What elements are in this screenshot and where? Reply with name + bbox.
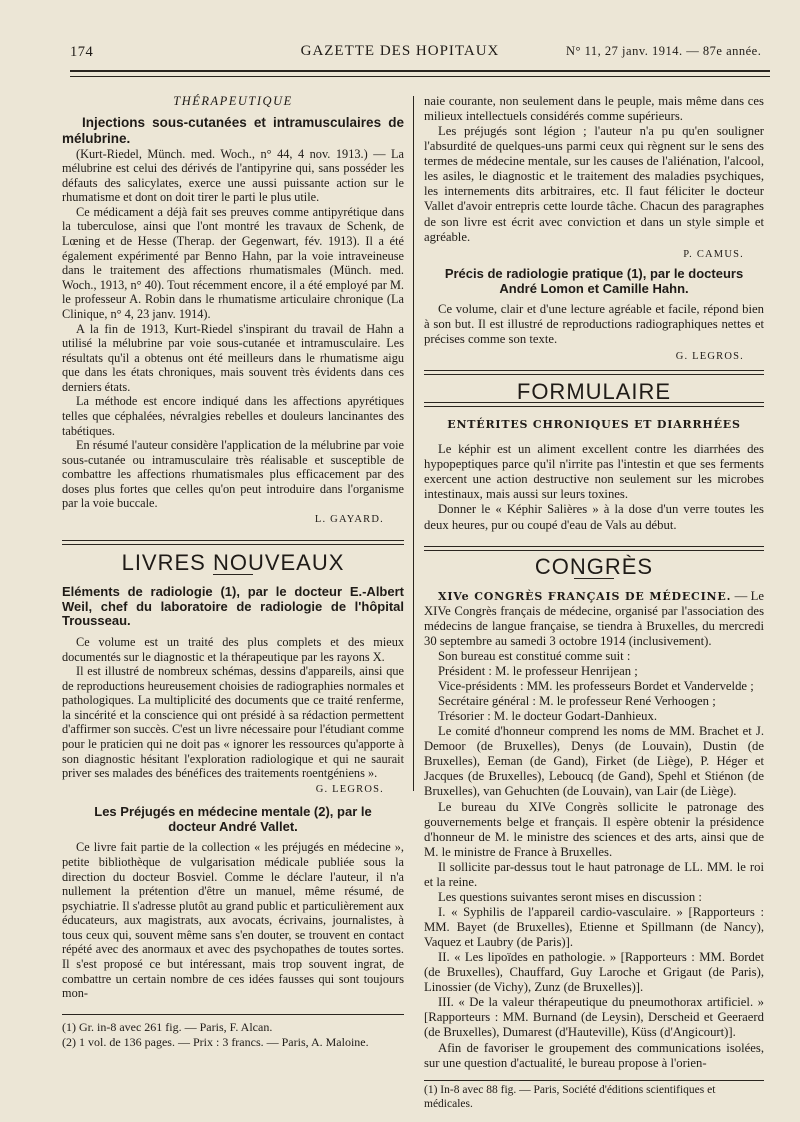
congres-q1: I. « Syphilis de l'appareil cardio-vasculaire. » [Rapporteurs : MM. Bayet (de Bruxelles), Etienne et Spillmann (de Nancy), Vaquez et Laubry (de Paris)]. (424, 904, 764, 950)
page-number: 174 (70, 44, 94, 60)
formulaire-subheading: ENTÉRITES CHRONIQUES ET DIARRHÉES (447, 418, 741, 432)
melubrine-p3: A la fin de 1913, Kurt-Riedel s'inspirant du travail de Hahn a utilisé la mélubrine par voie sous-cutanée et intramusculaire. Les résultats qu'il a obtenus ont été meilleurs dans le rhumatisme aigu que dans les états chroniques, mais souvent très évidents dans ces derniers états. (62, 321, 404, 394)
formulaire-p2: Donner le « Képhir Salières » à la dose d'un verre toutes les deux heures, pur ou coupé d'eau de Vals au début. (424, 502, 764, 532)
right-footnote: (1) In-8 avec 88 fig. — Paris, Société d'éditions scientifiques et médicales. (424, 1084, 716, 1110)
book2-title: Les Préjugés en médecine mentale (2), par le docteur André Vallet. (94, 804, 372, 834)
journal-title: GAZETTE DES HOPITAUX (300, 43, 500, 59)
congres-q2: II. « Les lipoïdes en pathologie. » [Rapporteurs : MM. Bordet (de Bruxelles), Chauffard, Guy Laroche et Grigaut (de Paris), Linossier (de Vichy), Zunz (de Bruxelles)]. (424, 950, 764, 995)
signature-gayard: L. GAYARD. (314, 514, 384, 526)
congres-l3: Vice-présidents : MM. les professeurs Bordet et Vandervelde ; (438, 679, 754, 693)
congres-l6: Le comité d'honneur comprend les noms de MM. Brachet et J. Demoor (de Bruxelles), Denys (de Louvain), Dustin (de Bruxelles), Eeman (de Gand), Firket (de Liège), P. Héger et Jacques (de Bruxelles), Leboucq (de Gand), Spehl et Stiénon (de Bruxelles), van Gehuchten (de Louvain), van Lair (de Liège). (424, 724, 764, 799)
section-rule (62, 540, 404, 545)
vallet-continued: naie courante, non seulement dans le peuple, mais même dans ces milieux intellectuels considérés comme supérieurs. (424, 94, 764, 124)
formulaire-rule (424, 370, 764, 375)
precis-title: Précis de radiologie pratique (1), par le docteurs André Lomon et Camille Hahn. (444, 265, 744, 296)
melubrine-title: Injections sous-cutanées et intramusculaires de mélubrine. (62, 114, 404, 146)
right-column (424, 94, 764, 1071)
column-divider (413, 96, 414, 791)
livres-heading: LIVRES NOUVEAUX (121, 549, 345, 575)
footnote-1: (1) Gr. in-8 avec 261 fig. — Paris, F. Alcan. (62, 1020, 273, 1034)
congres-l10: Afin de favoriser le groupement des communications isolées, sur une question d'actualité, le bureau propose à l'orien- (424, 1040, 764, 1070)
signature-legros-1: G. LEGROS. (315, 783, 384, 795)
congres-l5: Trésorier : M. le docteur Godart-Danhieux. (438, 709, 658, 724)
left-footnotes (62, 1020, 404, 1049)
formulaire-p1: Le képhir est un aliment excellent contre les diarrhées des hypopeptiques parce qu'il n'irrite pas l'intestin et que ses ferments exercent une action destructive non seulement sur les microbes intestinaux, mais aussi sur leurs toxines. (424, 442, 764, 502)
melubrine-p4: La méthode est encore indiqué dans les affections apyrétiques telles que céphalées, névralgies rebelles et douleurs lancinantes des tabétiques. (62, 394, 404, 438)
header-rule-thin (70, 76, 770, 77)
melubrine-lead: (Kurt-Riedel, Münch. med. Woch., n° 44, 4 nov. 1913.) — La mélubrine est celui des dérivés de l'antipyrine qui, sans posséder les défauts des salicylates, exerce une aussi puissante action sur le rhumatisme et dont on doit tirer le parti le plus utile. (62, 146, 404, 205)
book2-p1: Ce livre fait partie de la collection « les préjugés en médecine », petite bibliothèque de vulgarisation médicale publiée sous la direction du docteur Bosviel. Comme le déclare l'auteur, il n'a nullement la prétention d'être un manuel, même résumé, de psychiatrie. Il s'adresse plutôt au grand public et particulièrement aux éducateurs, aux magistrats, aux avocats, écrivains, journalistes, à tous ceux qui, souvent même sans s'en douter, se trouvent en contact répété avec des anormaux et avec des psychopathes de toutes sortes. Il s'est proposé ce but intéressant, mais trop souvent ingrat, de combattre un certain nombre de ces idées fausses qui sont toujours mon- (62, 840, 404, 1001)
left-column (62, 94, 404, 1001)
issue-info: N° 11, 27 janv. 1914. — 87e année. (566, 44, 762, 58)
signature-legros-2: G. LEGROS. (675, 351, 744, 362)
vallet-p2: Les préjugés sont légion ; l'auteur n'a pu qu'en souligner l'absurdité de quelques-uns parmi ceux qui règnent sur le sens des termes de médecine mentale, sur les causes de l'aliénation, l'alcool, les asiles, le diagnostic et le traitement des maladies psychiques, les internements dits arbitraires, etc. Il faut féliciter le docteur Vallet d'avoir entrepris cette lourde tâche. Chacun des paragraphes de son livre est écrit avec conviction et dans un style simple et agréable. (424, 124, 764, 244)
therapeutique-heading: THÉRAPEUTIQUE (173, 94, 293, 108)
congres-lead: — Le XIVe Congrès français de médecine, organisé par l'association des médecins de langue française, se tiendra à Bruxelles, du mercredi 30 septembre au samedi 3 octobre 1914 (inclusivement). (424, 588, 764, 648)
congres-l7: Le bureau du XIVe Congrès sollicite le patronage des gouvernements belge et français. Il espère obtenir la présidence d'honneur de M. le ministre des sciences et des arts, ainsi que de M. le ministre de France à Bruxelles. (424, 799, 764, 859)
right-footnote-rule (424, 1080, 764, 1081)
header-rule (70, 70, 770, 72)
congres-l9: Les questions suivantes seront mises en discussion : (438, 889, 702, 904)
formulaire-heading: FORMULAIRE (516, 379, 672, 405)
congres-lead-sub: XIVe CONGRÈS FRANÇAIS DE MÉDECINE. (438, 589, 732, 603)
book1-p1: Ce volume est un traité des plus complets et des mieux documentés sur le diagnostic et la thérapeutique par les rayons X. (62, 634, 404, 664)
footnote-2: (2) 1 vol. de 136 pages. — Prix : 3 francs. — Paris, A. Maloine. (62, 1034, 369, 1049)
congres-l4: Secrétaire général : M. le professeur René Verhoogen ; (438, 694, 716, 709)
precis-p: Ce volume, clair et d'une lecture agréable et facile, répond bien à son but. Il est illustré de reproductions radiographiques nettes et précises comme son texte. (424, 301, 764, 346)
signature-camus: P. CAMUS. (683, 248, 744, 260)
congres-heading: CONGRÈS (534, 553, 654, 579)
book1-p2: Il est illustré de nombreux schémas, dessins d'appareils, ainsi que de reproductions heureusement choisies de radiographies normales et pathologiques. La multiplicité des documents que ce traité renferme, la sincérité et la conscience qui ont présidé à sa rédaction permettent d'affirmer son succès. C'est un livre nécessaire pour l'étudiant comme pour le praticien qui ne doit pas « ignorer les ressources qu'apporte à son diagnostic hésitant l'exploration radiologique et qui ne saurait priver ses malades des bénéfices des traitements roentgéniens ». (62, 664, 404, 781)
melubrine-p2: Ce médicament a déjà fait ses preuves comme antipyrétique dans la tuberculose, ainsi que l'ont montré les travaux de Schenk, de Lœning et de Hesse (Therap. der Gegenwart, fév. 1913). Il a été également expérimenté par Benno Hahn, par la voie intraveineuse dans le traitement des affections rhumatismales (Münch. med. Woch., 1913, n° 40). Tout récemment encore, il a été employé par M. le professeur A. Robin dans le rhumatisme articulaire chronique (La Clinique, n° 4, 23 janv. 1914). (62, 204, 404, 321)
congres-l2: Président : M. le professeur Henrijean ; (438, 663, 638, 678)
congres-rule (424, 546, 764, 551)
congres-l8: Il sollicite par-dessus tout le haut patronage de LL. MM. le roi et la reine. (424, 859, 764, 889)
left-footnote-rule (62, 1014, 404, 1015)
congres-q3: III. « De la valeur thérapeutique du pneumothorax artificiel. » [Rapporteurs : MM. Burnand (de Leysin), Derscheid et Geeraerd (de Bruxelles), Dumarest (d'Hauteville), Küss (d'Angicourt)]. (424, 995, 764, 1040)
book1-title: Eléments de radiologie (1), par le docteur E.-Albert Weil, chef du laboratoire de radiologie de l'hôpital Trousseau. (62, 584, 404, 629)
congres-l1: Son bureau est constitué comme suit : (438, 648, 631, 663)
melubrine-p5: En résumé l'auteur considère l'application de la mélubrine par voie sous-cutanée ou intramusculaire très réalisable et susceptible de combattre les affections rhumatismales plus efficacement par des doses plus fortes que celles qu'on peut introduire dans l'organisme par la voie buccale. (62, 438, 404, 511)
formulaire-rule-2 (424, 402, 764, 407)
